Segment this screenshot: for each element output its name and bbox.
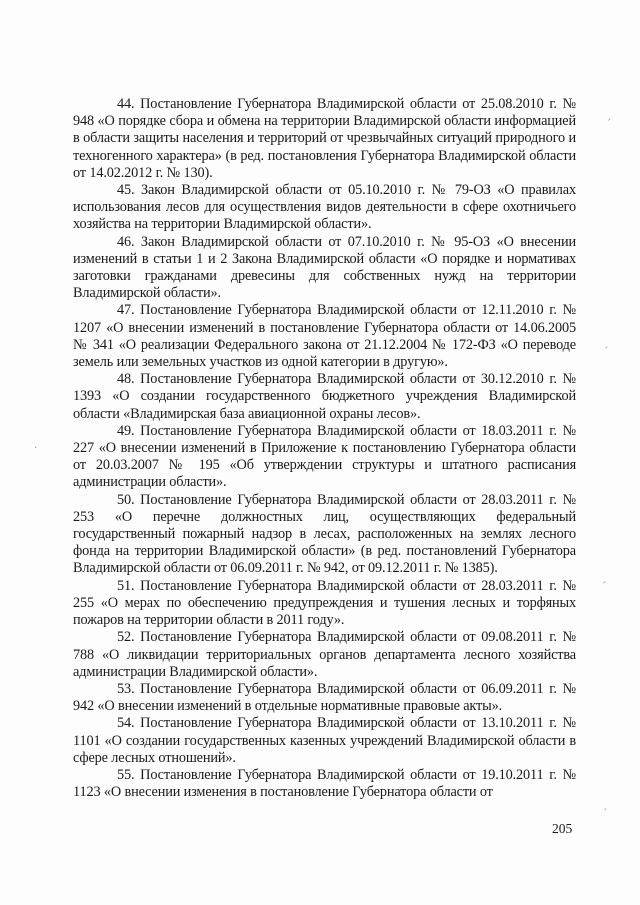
- list-item: 55. Постановление Губернатора Владимирской области от 19.10.2011 г. № 1123 «О внесении изменения в постановление Губернатора области от: [73, 766, 576, 801]
- list-item: 50. Постановление Губернатора Владимирской области от 28.03.2011 г. № 253 «О перечне должностных лиц, осуществляющих федеральный государственный пожарный надзор в лесах, расположенных на землях лесного фонда на территории Владимирской области» (в ред. постановлений Губернатора Владимирской области от 06.09.2011 г. № 942, от 09.12.2011 г. № 1385).: [73, 491, 576, 577]
- list-item: 46. Закон Владимирской области от 07.10.2010 г. № 95-ОЗ «О внесении изменений в статьи 1 и 2 Закона Владимирской области «О порядке и нормативах заготовки гражданами древесины для собственных нужд на территории Владимирской области».: [73, 233, 576, 302]
- page-number: 205: [552, 821, 573, 836]
- scan-mark-icon: ˊ: [602, 807, 608, 820]
- list-item: 52. Постановление Губернатора Владимирской области от 09.08.2011 г. № 788 «О ликвидации территориальных органов департамента лесного хозяйства администрации Владимирской области».: [73, 629, 576, 680]
- scan-mark-icon: ˊ: [606, 117, 612, 130]
- list-item: 49. Постановление Губернатора Владимирской области от 18.03.2011 г. № 227 «О внесении изменений в Приложение к постановлению Губернатора области от 20.03.2007 № 195 «Об утверждении структуры и штатного расписания администрации области».: [73, 422, 576, 491]
- list-item: 44. Постановление Губернатора Владимирской области от 25.08.2010 г. № 948 «О порядке сбора и обмена на территории Владимирской области информацией в области защиты населения и территорий от чрезвычайных ситуаций природного и техногенного характера» (в ред. постановления Губернатора Владимирской области от 14.02.2012 г. № 130).: [73, 96, 576, 181]
- list-item: 45. Закон Владимирской области от 05.10.2010 г. № 79-ОЗ «О правилах использования лесов для осуществления видов деятельности в сфере охотничьего хозяйства на территории Владимирской области».: [73, 182, 576, 233]
- list-item: 54. Постановление Губернатора Владимирской области от 13.10.2011 г. № 1101 «О создании государственных казенных учреждений Владимирской области в сфере лесных отношений».: [73, 715, 576, 766]
- document-body: [73, 96, 576, 801]
- list-item: 53. Постановление Губернатора Владимирской области от 06.09.2011 г. № 942 «О внесении изменений в отдельные нормативные правовые акты».: [73, 680, 576, 715]
- scan-mark-icon: ˊ: [601, 580, 607, 593]
- list-item: 48. Постановление Губернатора Владимирской области от 30.12.2010 г. № 1393 «О создании государственного бюджетного учреждения Владимирской области «Владимирская база авиационной охраны лесов».: [73, 371, 576, 422]
- list-item: 47. Постановление Губернатора Владимирской области от 12.11.2010 г. № 1207 «О внесении изменений в постановление Губернатора области от 14.06.2005 № 341 «О реализации Федерального закона от 21.12.2004 № 172-ФЗ «О переводе земель или земельных участков из одной категории в другую».: [73, 302, 576, 371]
- scan-mark-icon: ˊ: [603, 345, 609, 358]
- scan-mark-icon: ·: [34, 441, 38, 454]
- list-item: 51. Постановление Губернатора Владимирской области от 28.03.2011 г. № 255 «О мерах по обеспечению предупреждения и тушения лесных и торфяных пожаров на территории области в 2011 году».: [73, 577, 576, 629]
